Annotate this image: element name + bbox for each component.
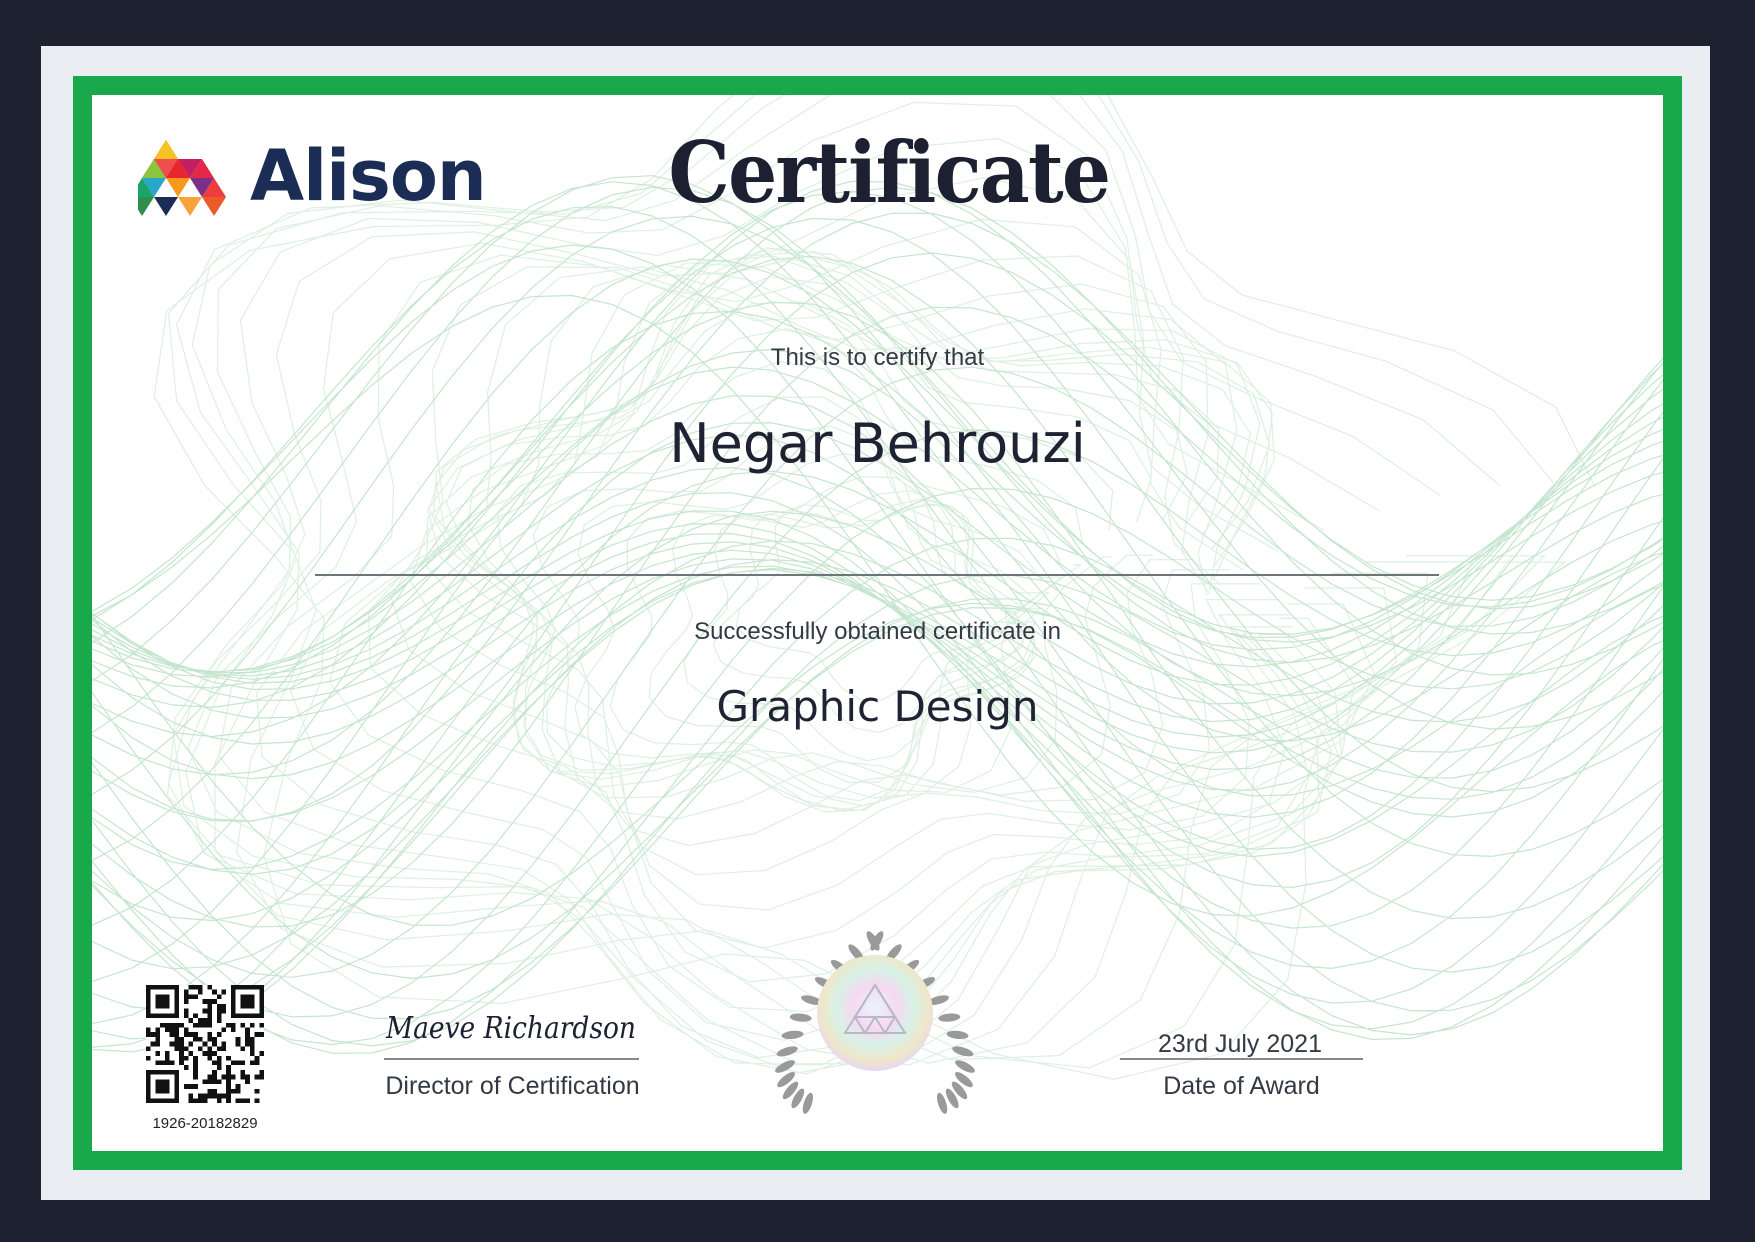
date-label: Date of Award [1163,1072,1320,1100]
laurel-seal-icon [765,905,985,1115]
date-line [1120,1058,1363,1060]
alison-logo [138,135,518,220]
signature-text: Maeve Richardson [385,1011,636,1046]
signature-line [384,1058,639,1060]
obtained-line: Successfully obtained certificate in [694,618,1061,645]
recipient-name: Negar Behrouzi [669,412,1086,475]
certify-line: This is to certify that [770,344,985,371]
award-date: 23rd July 2021 [1157,1030,1322,1058]
certificate-id: 1926-20182829 [152,1115,258,1132]
course-name: Graphic Design [716,682,1039,731]
signatory-role: Director of Certification [385,1072,640,1100]
name-underline [315,574,1439,576]
certificate-title: Certificate [668,123,1110,222]
qr-code-icon [146,985,264,1103]
alison-triangle-logo-icon [138,140,242,216]
signature [380,1000,650,1052]
brand-name: Alison [250,135,486,217]
